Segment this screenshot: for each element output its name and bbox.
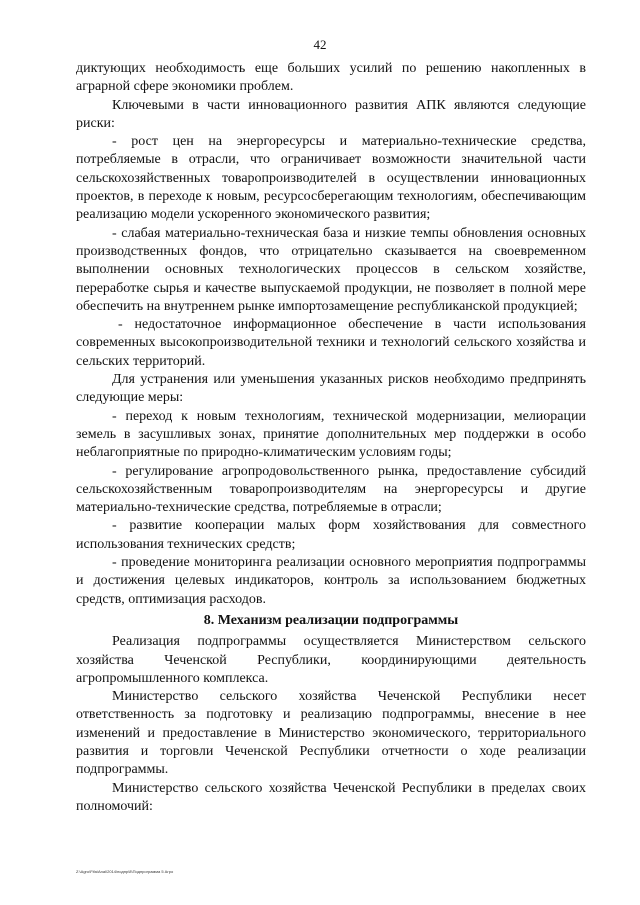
paragraph: диктующих необходимость еще больших усилий по решению накопленных в аграрной сфере экономики проблем. — [76, 61, 586, 95]
risk-list-item: - слабая материально-техническая база и низкие темпы обновления основных производственных фондов, что отрицательно сказывается на своевременном выполнении основных технологических процессов в сельском хозяйстве, переработке сырья и качестве выпускаемой продукции, не позволяет в полной мере обеспечить на внутреннем рынке импортозамещение республиканской продукцией; — [76, 225, 586, 314]
footer-file-path: Z:\Agro\Fifa\Anal\2014\подпр\8\Подпрограмма 5 Агро — [76, 869, 174, 874]
measure-list-item: - переход к новым технологиям, технической модернизации, мелиорации земель в засушливых зонах, принятие дополнительных мер поддержки в особо неблагоприятные по природно-климатическим условиям годы; — [76, 408, 586, 461]
measure-list-item: - развитие кооперации малых форм хозяйствования для совместного использования технических средств; — [76, 518, 586, 552]
risk-list-item: - рост цен на энергоресурсы и материально-технические средства, потребляемые в отрасли, что ограничивает возможности значительной части сельскохозяйственных товаропроизводителей в осуществлении инновационных проектов, в переходе к новым, ресурсосберегающим технологиям, обеспечивающим реализацию модели ускоренного экономического развития; — [76, 134, 586, 223]
paragraph: Министерство сельского хозяйства Чеченской Республики в пределах своих полномочий: — [76, 780, 586, 814]
page-number: 42 — [313, 37, 327, 52]
paragraph: Министерство сельского хозяйства Чеченской Республики несет ответственность за подготовку и реализацию подпрограммы, внесение в нее изменений и предоставление в Министерство экономического, территориального развития и торговли Чеченской Республики отчетности о ходе реализации подпрограммы. — [76, 689, 586, 778]
paragraph: Реализация подпрограммы осуществляется Министерством сельского хозяйства Чеченской Республики, координирующими деятельность агропромышленного комплекса. — [76, 634, 586, 686]
measure-list-item: - проведение мониторинга реализации основного мероприятия подпрограммы и достижения целевых индикаторов, контроль за использованием бюджетных средств, оптимизация расходов. — [76, 555, 586, 607]
section-heading: 8. Механизм реализации подпрограммы — [203, 612, 459, 628]
document-body — [76, 60, 586, 816]
measure-list-item: - регулирование агропродовольственного рынка, предоставление субсидий сельскохозяйственным товаропроизводителям на энергоресурсы и другие материально-технические средства, потребляемые в отрасли; — [76, 463, 586, 516]
paragraph: Ключевыми в части инновационного развития АПК являются следующие риски: — [76, 97, 586, 131]
paragraph: Для устранения или уменьшения указанных рисков необходимо предпринять следующие меры: — [76, 372, 586, 406]
risk-list-item: - недостаточное информационное обеспечение в части использования современных высокопроизводительной техники и технологий сельского хозяйства и сельских территорий. — [76, 317, 586, 369]
